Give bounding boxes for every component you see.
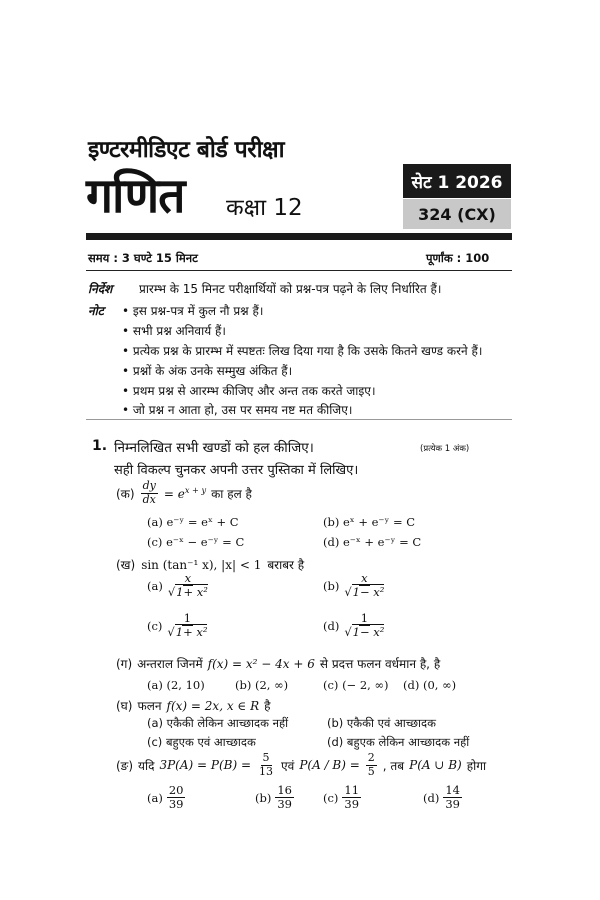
- option-d: (d) (0, ∞): [403, 678, 457, 692]
- option-b: (b) एकैकी एवं आच्छादक: [327, 716, 436, 730]
- part-tail-prefix: , तब: [382, 758, 405, 773]
- fraction-numerator: 2: [367, 751, 375, 764]
- part-prefix: अन्तराल जिनमें: [137, 657, 203, 671]
- option-c: [323, 784, 362, 811]
- option-label: (a): [147, 790, 163, 805]
- option-fraction: [275, 784, 294, 811]
- fraction-numerator: x: [184, 571, 192, 585]
- set-badge: सेट 1 2026: [403, 164, 511, 198]
- direction-text: प्रारम्भ के 15 मिनट परीक्षार्थियों को प्रश्न-पत्र पढ़ने के लिए निर्धारित हैं।: [139, 282, 442, 296]
- fraction: [366, 752, 377, 778]
- fraction-numerator: x: [361, 571, 368, 585]
- question-text: निम्नलिखित सभी खण्डों को हल कीजिए।: [114, 440, 314, 456]
- fraction-numerator: 1: [183, 611, 192, 625]
- part-label: (क): [116, 486, 135, 501]
- derivative-numerator: dy: [142, 479, 156, 492]
- option-a: [147, 572, 211, 599]
- option-label: (b): [255, 790, 272, 805]
- option-a: (a) (2, 10): [147, 678, 205, 692]
- paper-code-badge: 324 (CX): [403, 199, 511, 229]
- option-label: (d): [423, 790, 440, 805]
- probability-expression: P(A / B) =: [299, 758, 360, 773]
- option-a: (a) e⁻ʸ = eˣ + C: [147, 515, 239, 529]
- function-expression: f(x) = 2x, x ∈ R: [166, 698, 260, 713]
- option-label: (d): [323, 618, 340, 633]
- divider: [86, 419, 512, 420]
- note-item: • इस प्रश्न-पत्र में कुल नौ प्रश्न हैं।: [122, 304, 264, 318]
- option-c: (c) (− 2, ∞): [323, 678, 389, 692]
- note-label: नोट: [88, 304, 104, 318]
- fraction-numerator: 5: [262, 751, 270, 764]
- max-marks: पूर्णांक : 100: [426, 251, 490, 265]
- fraction: [257, 752, 275, 778]
- option-d: (d) बहुएक लेकिन आच्छादक नहीं: [327, 735, 470, 749]
- exam-time: समय : 3 घण्टे 15 मिनट: [88, 251, 198, 265]
- fraction-numerator: 16: [277, 783, 292, 797]
- part-suffix: बराबर है: [267, 558, 305, 572]
- subject-title: गणित: [86, 168, 185, 224]
- fraction-denominator: 39: [344, 797, 360, 812]
- part-stem: sin (tan⁻¹ x), |x| < 1: [141, 557, 262, 572]
- exam-title: इण्टरमीडिएट बोर्ड परीक्षा: [88, 137, 285, 163]
- class-label: कक्षा 12: [226, 195, 303, 221]
- part-nga: [116, 752, 486, 778]
- note-item: • प्रत्येक प्रश्न के प्रारम्भ में स्पष्टतः लिख दिया गया है कि उसके कितने खण्ड करने हैं।: [122, 344, 483, 358]
- option-b: [255, 784, 295, 811]
- option-fraction: [443, 784, 462, 811]
- part-ka: [116, 480, 252, 506]
- option-d: (d) e⁻ˣ + e⁻ʸ = C: [323, 535, 422, 549]
- option-c: [147, 612, 210, 639]
- fraction-denominator: √1+ x²: [167, 585, 208, 600]
- part-prefix: यदि: [138, 758, 155, 773]
- equation-rhs: [164, 485, 206, 501]
- option-c: (c) बहुएक एवं आच्छादक: [147, 735, 256, 749]
- fraction-denominator: 39: [445, 797, 460, 812]
- option-fraction: [342, 572, 386, 599]
- fraction-denominator: 13: [259, 764, 274, 778]
- sqrt-expression: 1− x²: [352, 625, 385, 640]
- part-label: (ङ): [116, 758, 134, 773]
- part-label: (ख): [116, 558, 136, 572]
- part-suffix: का हल है: [211, 486, 252, 501]
- option-a: (a) एकैकी लेकिन आच्छादक नहीं: [147, 716, 289, 730]
- note-item: • सभी प्रश्न अनिवार्य हैं।: [122, 324, 226, 338]
- part-kha: [116, 556, 304, 573]
- option-b: [323, 572, 387, 599]
- rhs-base: = e: [163, 487, 185, 502]
- derivative: [141, 480, 158, 506]
- option-a: [147, 784, 186, 811]
- part-suffix: से प्रदत्त फलन वर्धमान है, है: [319, 657, 441, 671]
- derivative-denominator: dx: [142, 492, 156, 506]
- fraction-denominator: √1− x²: [344, 585, 385, 600]
- fraction-denominator: 5: [367, 764, 375, 778]
- question-instruction: सही विकल्प चुनकर अपनी उत्तर पुस्तिका में लिखिए।: [114, 463, 359, 478]
- part-prefix: फलन: [137, 699, 162, 713]
- part-label: (ग): [116, 657, 133, 671]
- note-item: • जो प्रश्न न आता हो, उस पर समय नष्ट मत कीजिए।: [122, 403, 353, 417]
- question-number: 1.: [92, 438, 108, 454]
- part-label: (घ): [116, 699, 133, 713]
- part-ga: [116, 655, 440, 672]
- part-suffix: है: [264, 699, 271, 713]
- option-fraction: [166, 572, 210, 599]
- fraction-denominator: √1+ x²: [167, 625, 208, 640]
- question-marks: (प्रत्येक 1 अंक): [420, 444, 470, 454]
- fraction-numerator: 11: [344, 783, 360, 797]
- option-fraction: [342, 784, 361, 811]
- note-item: • प्रथम प्रश्न से आरम्भ कीजिए और अन्त तक करते जाइए।: [122, 384, 376, 398]
- probability-expression: P(A ∪ B): [409, 758, 462, 773]
- option-b: (b) (2, ∞): [235, 678, 289, 692]
- option-fraction: [167, 784, 186, 811]
- direction-label: निर्देश: [88, 282, 113, 296]
- fraction-denominator: 39: [168, 797, 184, 812]
- part-suffix: होगा: [466, 758, 487, 773]
- header-rule: [86, 233, 512, 240]
- option-b: (b) eˣ + e⁻ʸ = C: [323, 515, 416, 529]
- fraction-numerator: 1: [360, 611, 369, 625]
- option-label: (b): [323, 578, 340, 593]
- option-label: (c): [323, 790, 339, 805]
- fraction-numerator: 20: [168, 783, 184, 797]
- function-expression: f(x) = x² − 4x + 6: [207, 656, 315, 671]
- option-label: (c): [147, 618, 163, 633]
- sqrt-expression: 1+ x²: [176, 585, 208, 600]
- fraction-denominator: 39: [277, 797, 292, 812]
- option-c: (c) e⁻ˣ − e⁻ʸ = C: [147, 535, 245, 549]
- option-fraction: [342, 612, 386, 639]
- conjunction: एवं: [281, 758, 295, 773]
- option-label: (a): [147, 578, 163, 593]
- divider: [86, 270, 512, 271]
- note-item: • प्रश्नों के अंक उनके सम्मुख अंकित हैं।: [122, 364, 293, 378]
- sqrt-expression: 1+ x²: [175, 625, 208, 640]
- sqrt-expression: 1− x²: [352, 585, 385, 600]
- option-d: [323, 612, 387, 639]
- option-fraction: [165, 612, 209, 639]
- fraction-numerator: 14: [445, 783, 460, 797]
- fraction-denominator: √1− x²: [344, 625, 385, 640]
- rhs-exponent: x + y: [184, 485, 207, 496]
- option-d: [423, 784, 463, 811]
- part-gha: [116, 697, 271, 714]
- probability-expression: 3P(A) = P(B) =: [159, 758, 252, 773]
